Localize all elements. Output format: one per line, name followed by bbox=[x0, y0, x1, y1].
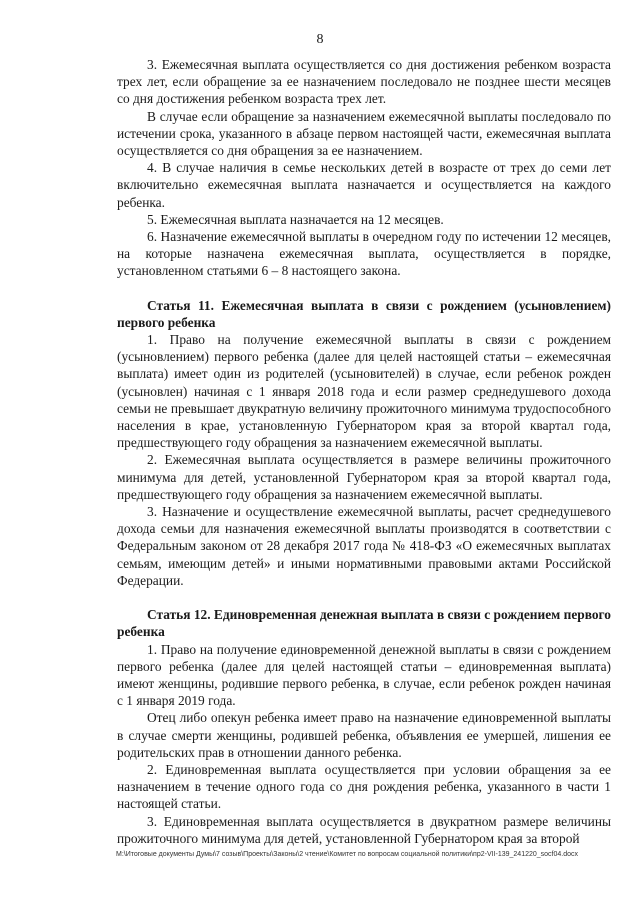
article-11-heading: Статья 11. Ежемесячная выплата в связи с рождением (усыновлением) первого ребенка bbox=[117, 297, 611, 330]
paragraph: 2. Единовременная выплата осуществляется при условии обращения за ее назначением в течение одного года со дня рождения ребенка, указанного в части 1 настоящей статьи. bbox=[117, 761, 611, 812]
paragraph: 1. Право на получение единовременной денежной выплаты в связи с рождением первого ребенка (далее для целей настоящей статьи – единовременная выплата) имеют женщины, родившие первого ребенка, в случае, если ребенок рожден начиная с 1 января 2019 года. bbox=[117, 641, 611, 709]
paragraph: В случае если обращение за назначением ежемесячной выплаты последовало по истечении срока, указанного в абзаце первом настоящей части, ежемесячная выплата осуществляется со дня обращения за ее назначением. bbox=[117, 108, 611, 159]
paragraph: 3. Единовременная выплата осуществляется в двукратном размере величины прожиточного минимума для детей, установленной Губернатором края за второй bbox=[117, 813, 611, 846]
paragraph: 3. Ежемесячная выплата осуществляется со дня достижения ребенком возраста трех лет, если обращение за ее назначением последовало не позднее шести месяцев со дня достижения ребенком возраста трех лет. bbox=[117, 57, 611, 107]
document-body bbox=[117, 56, 611, 847]
paragraph: 6. Назначение ежемесячной выплаты в очередном году по истечении 12 месяцев, на которые назначена ежемесячная выплата, осуществляется в порядке, установленном статьями 6 – 8 настоящего закона. bbox=[117, 229, 611, 279]
footer-file-path: M:\Итоговые документы Думы\7 созыв\Проекты\Законы\2 чтение\Комитет по вопросам социальной политики\пр2-VII-139_241220_sоcf04.docx bbox=[116, 851, 579, 858]
article-12-heading: Статья 12. Единовременная денежная выплата в связи с рождением первого ребенка bbox=[117, 607, 611, 640]
paragraph: 3. Назначение и осуществление ежемесячной выплаты, расчет среднедушевого дохода семьи для назначения ежемесячной выплаты производятся в соответствии с Федеральным законом от 28 декабря 2017 года № 418-ФЗ «О ежемесячных выплатах семьям, имеющим детей» и иными нормативными правовыми актами Российской Федерации. bbox=[117, 504, 611, 588]
page-number: 8 bbox=[316, 32, 324, 47]
paragraph: 4. В случае наличия в семье нескольких детей в возрасте от трех до семи лет включительно ежемесячная выплата назначается и осуществляется на каждого ребенка. bbox=[117, 160, 611, 210]
section-spacer bbox=[117, 589, 611, 606]
paragraph: 2. Ежемесячная выплата осуществляется в размере величины прожиточного минимума для детей, установленной Губернатором края за второй квартал года, предшествующего году обращения за назначением ежемесячной выплаты. bbox=[117, 452, 611, 502]
paragraph: 1. Право на получение ежемесячной выплаты в связи с рождением (усыновлением) первого ребенка (далее для целей настоящей статьи – ежемесячная выплата) имеет один из родителей (усыновителей) в случае, если ребенок рожден (усыновлен) начиная с 1 января 2018 года и если размер среднедушевого дохода семьи не превышает двукратную величину прожиточного минимума трудоспособного населения в крае, установленную Губернатором края за второй квартал года, предшествующего году обращения за назначением ежемесячной выплаты. bbox=[117, 332, 611, 451]
section-spacer bbox=[117, 280, 611, 297]
paragraph: Отец либо опекун ребенка имеет право на назначение единовременной выплаты в случае смерти женщины, родившей ребенка, объявления ее умершей, лишения ее родительских прав в отношении данного ребенка. bbox=[117, 710, 611, 760]
paragraph: 5. Ежемесячная выплата назначается на 12 месяцев. bbox=[147, 211, 444, 227]
